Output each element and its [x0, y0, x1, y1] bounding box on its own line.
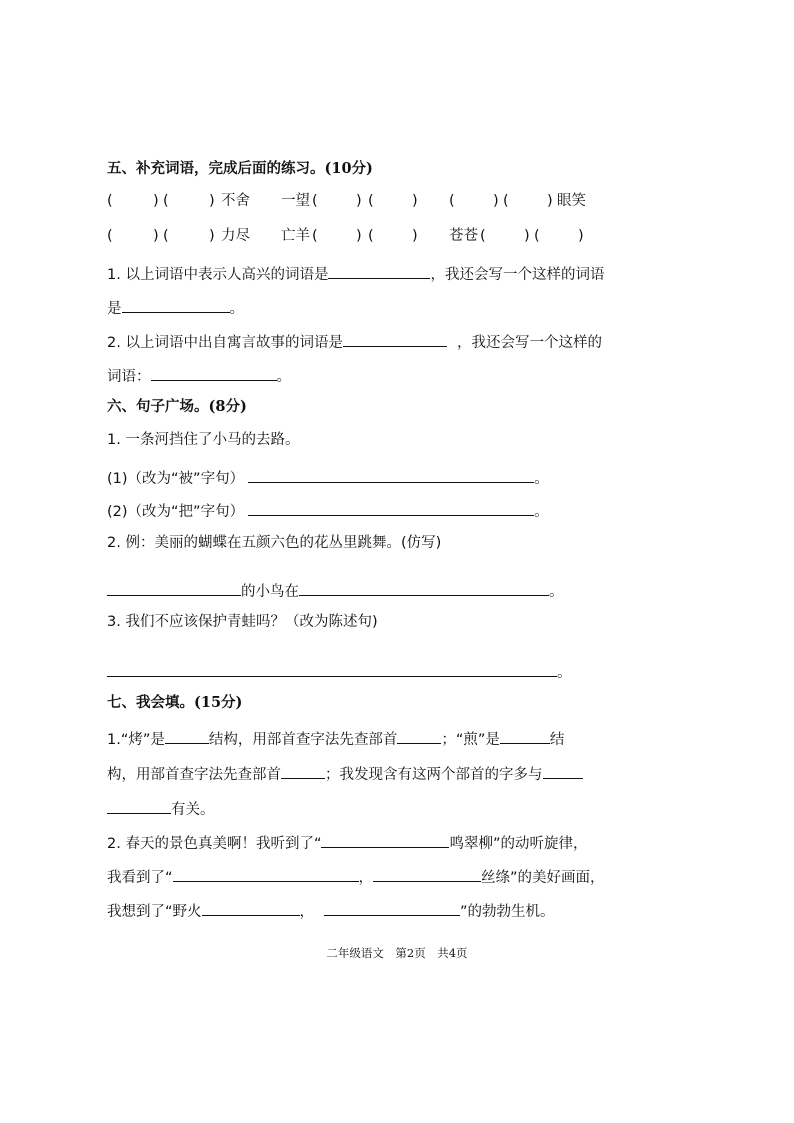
word-row-1-part3: ( ) ( ) 眼笑 — [449, 193, 586, 209]
answer-blank[interactable] — [107, 579, 241, 596]
answer-blank[interactable] — [328, 262, 430, 279]
word-yanxiao: 眼笑 — [557, 193, 586, 209]
s7-q1-line2: 构，用部首查字法先查部首 ；我发现含有这两个部首的字多与 — [107, 762, 583, 785]
s5-q1-line2: 是 。 — [107, 296, 244, 319]
answer-blank[interactable] — [173, 865, 359, 882]
s6-q2-answer: 的小鸟在 。 — [107, 579, 564, 602]
s5-q1-line1: 1. 以上词语中表示人高兴的词语是 ，我还会写一个这样的词语 — [107, 262, 604, 285]
answer-blank[interactable] — [321, 831, 449, 848]
answer-blank[interactable] — [373, 865, 481, 882]
answer-blank[interactable] — [107, 797, 171, 814]
s7-q1-line1: 1.“烤”是 结构，用部首查字法先查部首 ；“煎”是 结 — [107, 727, 564, 750]
s6-q3: 3. 我们不应该保护青蛙吗？（改为陈述句) — [107, 614, 378, 630]
section-7-title: 七、我会填。(15分) — [107, 694, 243, 711]
answer-blank[interactable] — [500, 727, 550, 744]
word-yiwang: 一望 — [281, 193, 310, 209]
open-paren-blank: ( — [107, 193, 113, 209]
word-buwshe: 不舍 — [221, 193, 250, 209]
s7-q2-line2: 我看到了“ ， 丝绦”的美好画面， — [107, 865, 605, 888]
s6-q1: 1. 一条河挡住了小马的去路。 — [107, 432, 300, 448]
answer-blank[interactable] — [397, 727, 441, 744]
word-row-2-part2: 亡羊 ( ) ( ) — [281, 228, 418, 244]
s6-q3-answer: 。 — [107, 660, 572, 683]
page-footer: 二年级语文 第2页 共4页 — [326, 946, 468, 960]
answer-blank[interactable] — [543, 762, 583, 779]
answer-blank[interactable] — [299, 579, 549, 596]
word-wangyang: 亡羊 — [281, 228, 310, 244]
answer-blank[interactable] — [122, 296, 230, 313]
answer-blank[interactable] — [107, 660, 557, 677]
answer-blank[interactable] — [248, 466, 534, 483]
section-6-title: 六、句子广场。(8分) — [107, 398, 247, 415]
s6-q1-2: (2)（改为“把”字句） 。 — [107, 499, 549, 522]
section-5-title: 五、补充词语，完成后面的练习。(10分) — [107, 160, 373, 177]
word-row-1: ( ) ( ) 不舍 — [107, 193, 250, 209]
s6-q1-1: (1)（改为“被”字句） 。 — [107, 466, 549, 489]
answer-blank[interactable] — [202, 899, 300, 916]
answer-blank[interactable] — [281, 762, 325, 779]
s7-q2-line1: 2. 春天的景色真美啊！我听到了“ 鸣翠柳”的动听旋律， — [107, 831, 587, 854]
word-lijin: 力尽 — [221, 228, 250, 244]
s6-q2: 2. 例：美丽的蝴蝶在五颜六色的花丛里跳舞。(仿写) — [107, 535, 442, 551]
s5-q2-line2: 词语： 。 — [107, 364, 291, 387]
s5-q2-line1: 2. 以上词语中出自寓言故事的词语是 ，我还会写一个这样的 — [107, 330, 602, 353]
answer-blank[interactable] — [343, 330, 447, 347]
s7-q1-line3: 有关。 — [107, 797, 215, 820]
answer-blank[interactable] — [324, 899, 460, 916]
word-cangcang: 苍苍 — [449, 228, 478, 244]
word-row-2: ( ) ( ) 力尽 — [107, 228, 250, 244]
answer-blank[interactable] — [165, 727, 209, 744]
answer-blank[interactable] — [151, 364, 277, 381]
word-row-1-part2: 一望 ( ) ( ) — [281, 193, 418, 209]
word-row-2-part3: 苍苍 ( ) ( ) — [449, 228, 584, 244]
answer-blank[interactable] — [248, 499, 534, 516]
s7-q2-line3: 我想到了“野火 ， ”的勃勃生机。 — [107, 899, 555, 922]
